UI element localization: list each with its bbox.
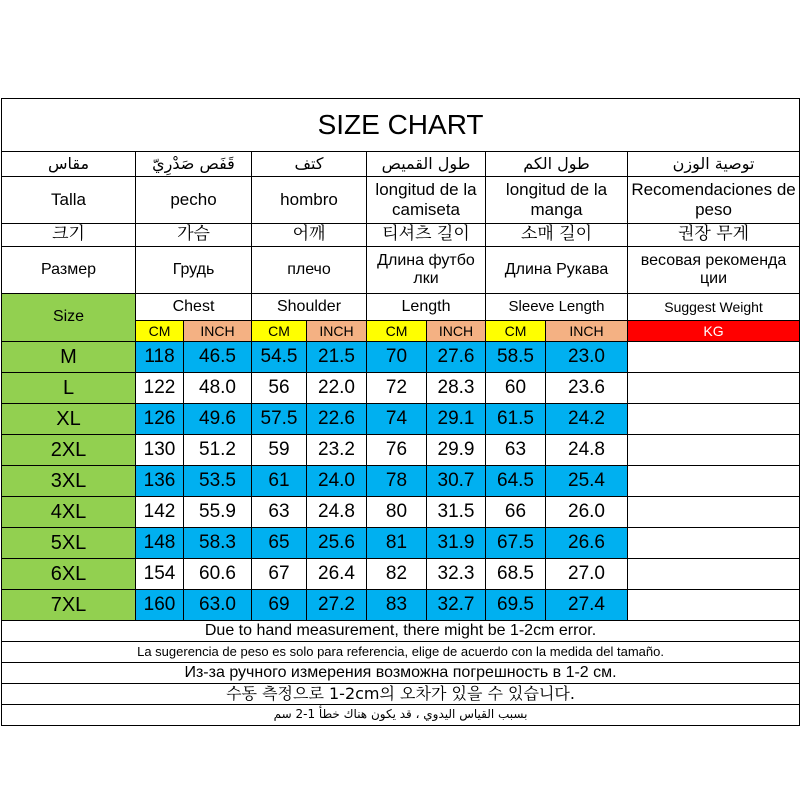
chest-inch-cell: 51.2 <box>184 435 252 466</box>
shoulder-inch-cell: 24.8 <box>307 497 367 528</box>
length-cm-cell: 74 <box>367 404 427 435</box>
weight-cell <box>628 528 800 559</box>
chest-cm-cell: 130 <box>136 435 184 466</box>
length-cm-cell: 82 <box>367 559 427 590</box>
shoulder-inch-cell: 24.0 <box>307 466 367 497</box>
shoulder-cm-cell: 67 <box>252 559 307 590</box>
note-russian: Из-за ручного измерения возможна погрешность в 1-2 см. <box>2 663 800 684</box>
sleeve-inch-cell: 25.4 <box>546 466 628 497</box>
note-row <box>2 684 800 705</box>
header-shoulder-ru: плечо <box>252 247 367 294</box>
note-spanish: La sugerencia de peso es solo para referencia, elige de acuerdo con la medida del tamaño. <box>2 642 800 663</box>
weight-cell <box>628 590 800 621</box>
sleeve-inch-cell: 27.4 <box>546 590 628 621</box>
header-chest-es: pecho <box>136 177 252 224</box>
chest-cm-cell: 118 <box>136 342 184 373</box>
sleeve-cm-cell: 69.5 <box>486 590 546 621</box>
length-inch-cell: 32.3 <box>427 559 486 590</box>
table-row <box>2 404 800 435</box>
table-row <box>2 528 800 559</box>
size-cell: 4XL <box>2 497 136 528</box>
note-english: Due to hand measurement, there might be 1-2cm error. <box>2 621 800 642</box>
table-row <box>2 373 800 404</box>
sleeve-cm-cell: 63 <box>486 435 546 466</box>
chest-inch-cell: 46.5 <box>184 342 252 373</box>
chest-inch-cell: 63.0 <box>184 590 252 621</box>
header-row-korean <box>2 224 800 247</box>
size-cell: L <box>2 373 136 404</box>
unit-cm-sleeve: CM <box>486 321 546 342</box>
chest-inch-cell: 49.6 <box>184 404 252 435</box>
header-sleeve-ar: طول الكم <box>486 152 628 177</box>
sleeve-cm-cell: 61.5 <box>486 404 546 435</box>
header-length-ko: 티셔츠 길이 <box>367 224 486 247</box>
sleeve-cm-cell: 67.5 <box>486 528 546 559</box>
shoulder-inch-cell: 27.2 <box>307 590 367 621</box>
length-cm-cell: 81 <box>367 528 427 559</box>
header-length-ru: Длина футбо лки <box>367 247 486 294</box>
table-row <box>2 466 800 497</box>
header-row-spanish <box>2 177 800 224</box>
header-length-ar: طول القميص <box>367 152 486 177</box>
shoulder-inch-cell: 21.5 <box>307 342 367 373</box>
chest-cm-cell: 122 <box>136 373 184 404</box>
table-row <box>2 559 800 590</box>
header-weight-ru: весовая рекоменда ции <box>628 247 800 294</box>
chest-inch-cell: 60.6 <box>184 559 252 590</box>
note-arabic: بسبب القياس اليدوي ، قد يكون هناك خطأ 1-2 سم <box>2 705 800 726</box>
unit-cm-length: CM <box>367 321 427 342</box>
sleeve-inch-cell: 26.6 <box>546 528 628 559</box>
size-cell: 7XL <box>2 590 136 621</box>
size-cell: XL <box>2 404 136 435</box>
header-shoulder-ar: كتف <box>252 152 367 177</box>
chest-inch-cell: 55.9 <box>184 497 252 528</box>
shoulder-inch-cell: 23.2 <box>307 435 367 466</box>
sleeve-inch-cell: 24.8 <box>546 435 628 466</box>
header-shoulder-ko: 어깨 <box>252 224 367 247</box>
chest-cm-cell: 160 <box>136 590 184 621</box>
length-inch-cell: 28.3 <box>427 373 486 404</box>
sleeve-cm-cell: 66 <box>486 497 546 528</box>
chest-inch-cell: 53.5 <box>184 466 252 497</box>
chest-inch-cell: 58.3 <box>184 528 252 559</box>
header-chest-ar: قَفَص صَدْرِيّ <box>136 152 252 177</box>
header-length-en: Length <box>367 294 486 321</box>
size-cell: 3XL <box>2 466 136 497</box>
weight-cell <box>628 559 800 590</box>
shoulder-cm-cell: 69 <box>252 590 307 621</box>
note-row <box>2 642 800 663</box>
header-sleeve-en: Sleeve Length <box>486 294 628 321</box>
header-shoulder-en: Shoulder <box>252 294 367 321</box>
note-row <box>2 663 800 684</box>
shoulder-inch-cell: 22.6 <box>307 404 367 435</box>
shoulder-inch-cell: 25.6 <box>307 528 367 559</box>
header-weight-ar: توصية الوزن <box>628 152 800 177</box>
table-row <box>2 590 800 621</box>
length-inch-cell: 29.9 <box>427 435 486 466</box>
size-cell: 6XL <box>2 559 136 590</box>
header-weight-es: Recomendaciones de peso <box>628 177 800 224</box>
length-inch-cell: 32.7 <box>427 590 486 621</box>
sleeve-inch-cell: 24.2 <box>546 404 628 435</box>
chest-cm-cell: 142 <box>136 497 184 528</box>
note-row <box>2 621 800 642</box>
table-row <box>2 497 800 528</box>
length-cm-cell: 80 <box>367 497 427 528</box>
header-weight-ko: 권장 무게 <box>628 224 800 247</box>
header-sleeve-ko: 소매 길이 <box>486 224 628 247</box>
unit-inch-sleeve: INCH <box>546 321 628 342</box>
unit-cm-chest: CM <box>136 321 184 342</box>
length-inch-cell: 29.1 <box>427 404 486 435</box>
length-cm-cell: 83 <box>367 590 427 621</box>
length-inch-cell: 31.5 <box>427 497 486 528</box>
shoulder-inch-cell: 26.4 <box>307 559 367 590</box>
header-weight-en: Suggest Weight <box>628 294 800 321</box>
sleeve-cm-cell: 68.5 <box>486 559 546 590</box>
header-row-arabic <box>2 152 800 177</box>
header-size-en: Size <box>2 294 136 342</box>
header-size-ar: مقاس <box>2 152 136 177</box>
unit-inch-shoulder: INCH <box>307 321 367 342</box>
unit-kg: KG <box>628 321 800 342</box>
chest-cm-cell: 126 <box>136 404 184 435</box>
header-chest-ru: Грудь <box>136 247 252 294</box>
sleeve-inch-cell: 26.0 <box>546 497 628 528</box>
length-cm-cell: 78 <box>367 466 427 497</box>
shoulder-cm-cell: 65 <box>252 528 307 559</box>
table-row <box>2 342 800 373</box>
sleeve-cm-cell: 60 <box>486 373 546 404</box>
header-row-english <box>2 294 800 321</box>
chest-cm-cell: 136 <box>136 466 184 497</box>
header-shoulder-es: hombro <box>252 177 367 224</box>
weight-cell <box>628 373 800 404</box>
weight-cell <box>628 435 800 466</box>
shoulder-inch-cell: 22.0 <box>307 373 367 404</box>
size-cell: M <box>2 342 136 373</box>
sleeve-cm-cell: 64.5 <box>486 466 546 497</box>
length-cm-cell: 76 <box>367 435 427 466</box>
sleeve-inch-cell: 23.0 <box>546 342 628 373</box>
table-row <box>2 435 800 466</box>
shoulder-cm-cell: 57.5 <box>252 404 307 435</box>
weight-cell <box>628 404 800 435</box>
weight-cell <box>628 342 800 373</box>
header-size-ru: Размер <box>2 247 136 294</box>
unit-inch-chest: INCH <box>184 321 252 342</box>
header-chest-en: Chest <box>136 294 252 321</box>
size-cell: 2XL <box>2 435 136 466</box>
chest-inch-cell: 48.0 <box>184 373 252 404</box>
shoulder-cm-cell: 56 <box>252 373 307 404</box>
unit-inch-length: INCH <box>427 321 486 342</box>
shoulder-cm-cell: 54.5 <box>252 342 307 373</box>
header-size-ko: 크기 <box>2 224 136 247</box>
sleeve-inch-cell: 23.6 <box>546 373 628 404</box>
header-chest-ko: 가슴 <box>136 224 252 247</box>
header-sleeve-es: longitud de la manga <box>486 177 628 224</box>
sleeve-cm-cell: 58.5 <box>486 342 546 373</box>
size-cell: 5XL <box>2 528 136 559</box>
length-inch-cell: 30.7 <box>427 466 486 497</box>
size-chart-table <box>1 98 800 726</box>
weight-cell <box>628 466 800 497</box>
chest-cm-cell: 154 <box>136 559 184 590</box>
header-sleeve-ru: Длина Рукава <box>486 247 628 294</box>
length-inch-cell: 31.9 <box>427 528 486 559</box>
shoulder-cm-cell: 61 <box>252 466 307 497</box>
header-row-russian <box>2 247 800 294</box>
note-korean: 수동 측정으로 1-2cm의 오차가 있을 수 있습니다. <box>2 684 800 705</box>
length-cm-cell: 72 <box>367 373 427 404</box>
length-inch-cell: 27.6 <box>427 342 486 373</box>
shoulder-cm-cell: 63 <box>252 497 307 528</box>
sleeve-inch-cell: 27.0 <box>546 559 628 590</box>
weight-cell <box>628 497 800 528</box>
header-length-es: longitud de la camiseta <box>367 177 486 224</box>
chart-title: SIZE CHART <box>2 99 800 152</box>
header-size-es: Talla <box>2 177 136 224</box>
unit-cm-shoulder: CM <box>252 321 307 342</box>
note-row <box>2 705 800 726</box>
shoulder-cm-cell: 59 <box>252 435 307 466</box>
chest-cm-cell: 148 <box>136 528 184 559</box>
length-cm-cell: 70 <box>367 342 427 373</box>
